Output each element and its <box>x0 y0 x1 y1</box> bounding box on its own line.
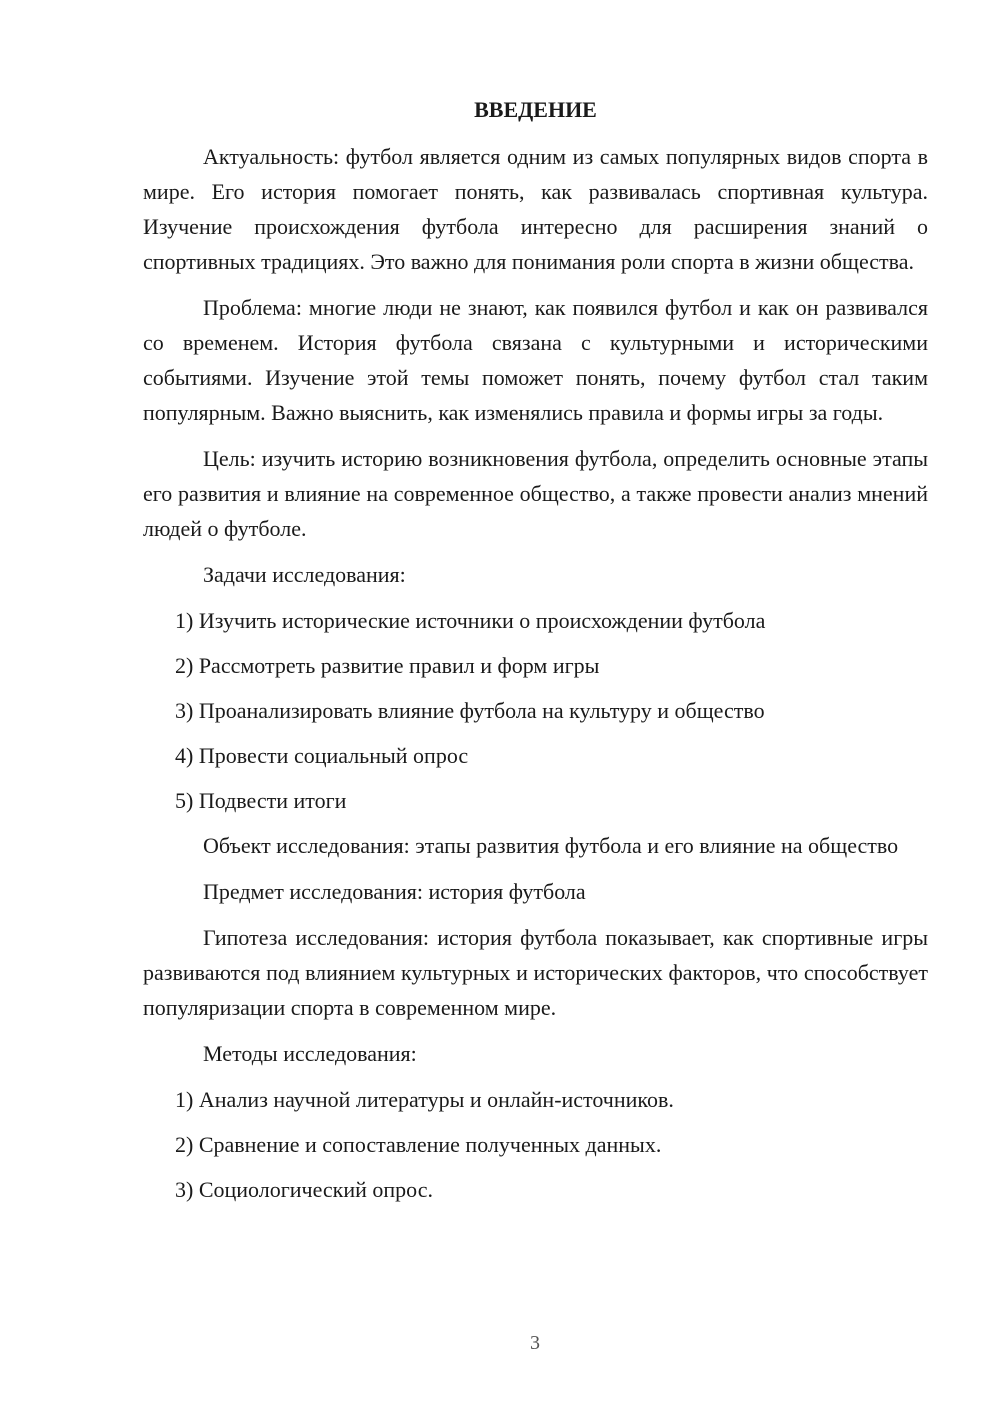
list-item: 3) Социологический опрос. <box>175 1177 433 1202</box>
tasks-heading: Задачи исследования: <box>203 562 406 587</box>
methods-list <box>143 1082 928 1207</box>
tasks-list <box>143 603 928 818</box>
list-item: 4) Провести социальный опрос <box>175 743 469 768</box>
document-page <box>143 92 928 1217</box>
list-item: 1) Изучить исторические источники о происхождении футбола <box>175 608 766 633</box>
hypothesis-paragraph: Гипотеза исследования: история футбола показывает, как спортивные игры развиваются под влиянием культурных и исторических факторов, что способствует популяризации спорта в современном мире. <box>143 925 928 1020</box>
subject-paragraph: Предмет исследования: история футбола <box>203 879 586 904</box>
goal-paragraph: Цель: изучить историю возникновения футбола, определить основные этапы его развития и влияние на современное общество, а также провести анализ мнений людей о футболе. <box>143 446 928 541</box>
object-paragraph: Объект исследования: этапы развития футбола и его влияние на общество <box>203 833 899 858</box>
section-title: ВВЕДЕНИЕ <box>474 97 597 122</box>
relevance-paragraph: Актуальность: футбол является одним из самых популярных видов спорта в мире. Его история помогает понять, как развивалась спортивная культура. Изучение происхождения футбола интересно для расширения знаний о спортивных традициях. Это важно для понимания роли спорта в жизни общества. <box>143 144 928 274</box>
list-item: 5) Подвести итоги <box>175 788 347 813</box>
methods-heading: Методы исследования: <box>203 1041 417 1066</box>
list-item: 2) Рассмотреть развитие правил и форм игры <box>175 653 600 678</box>
page-number: 3 <box>530 1332 540 1354</box>
list-item: 1) Анализ научной литературы и онлайн-источников. <box>175 1087 674 1112</box>
problem-paragraph: Проблема: многие люди не знают, как появился футбол и как он развивался со временем. История футбола связана с культурными и историческими событиями. Изучение этой темы поможет понять, почему футбол стал таким популярным. Важно выяснить, как изменялись правила и формы игры за годы. <box>143 295 928 425</box>
list-item: 2) Сравнение и сопоставление полученных данных. <box>175 1132 662 1157</box>
list-item: 3) Проанализировать влияние футбола на культуру и общество <box>175 698 765 723</box>
